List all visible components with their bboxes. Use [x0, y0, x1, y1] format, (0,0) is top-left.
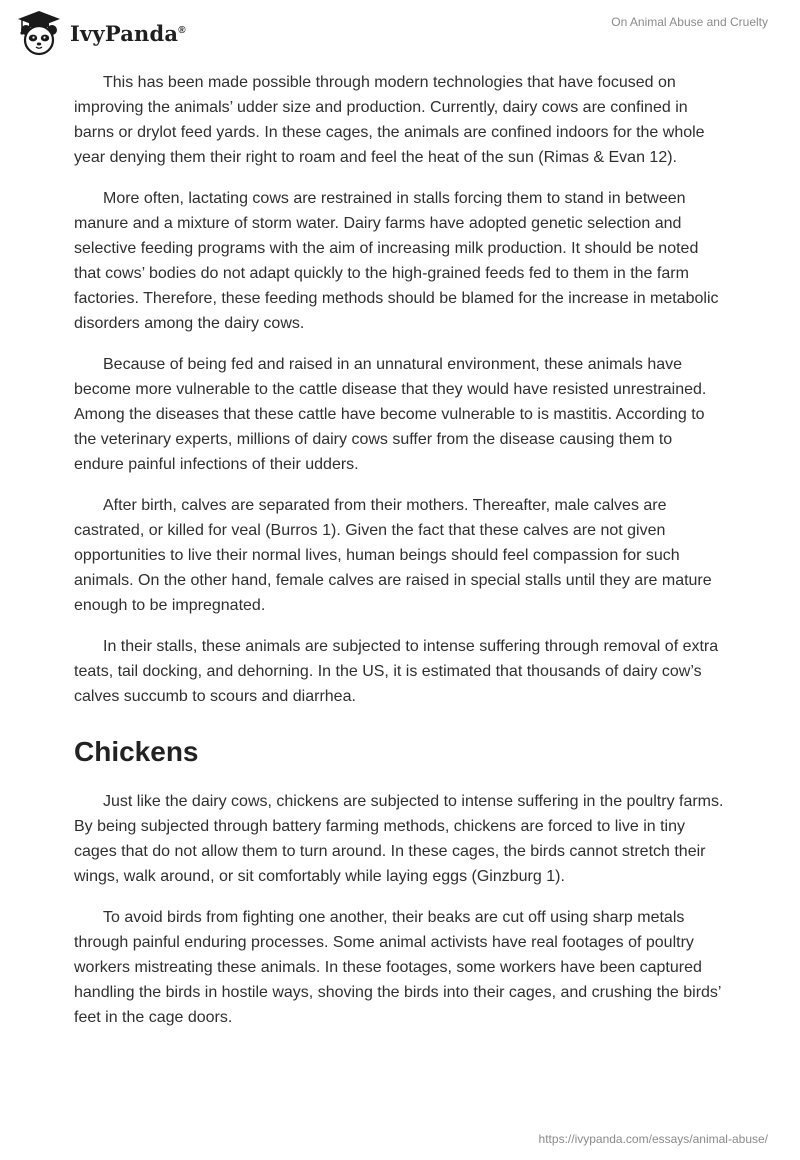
registered-mark: ®: [178, 24, 186, 36]
document-title: On Animal Abuse and Cruelty: [611, 15, 768, 29]
page-header: [0, 0, 800, 64]
paragraph: In their stalls, these animals are subjected to intense suffering through removal of extra teats, tail docking, and dehorning. In the US, it is estimated that thousands of dairy cow’s calves succumb to scours and diarrhea.: [74, 638, 719, 705]
paragraph: This has been made possible through modern technologies that have focused on improving the animals’ udder size and production. Currently, dairy cows are confined in barns or drylot feed yards. In these cages, the animals are confined indoors for the whole year denying them their right to roam and feel the heat of the sun (Rimas & Evan 12).: [74, 74, 705, 166]
essay-body: [74, 70, 726, 1046]
paragraph: More often, lactating cows are restrained in stalls forcing them to stand in between manure and a mixture of storm water. Dairy farms have adopted genetic selection and selective feeding programs with the aim of increasing milk production. It should be noted that cows’ bodies do not adapt quickly to the high-grained feeds fed to them in the farm factories. Therefore, these feeding methods should be blamed for the increase in metabolic disorders among the dairy cows.: [74, 190, 719, 332]
ivypanda-logo[interactable]: [14, 8, 186, 58]
paragraph: Just like the dairy cows, chickens are subjected to intense suffering in the poultry farms. By being subjected through battery farming methods, chickens are forced to live in tiny cages that do not allow them to turn around. In these cages, the birds cannot stretch their wings, walk around, or sit comfortably while laying eggs (Ginzburg 1).: [74, 793, 724, 885]
paragraph: Because of being fed and raised in an unnatural environment, these animals have become more vulnerable to the cattle disease that they would have resisted unrestrained. Among the diseases that these cattle have become vulnerable to is mastitis. According to the veterinary experts, millions of dairy cows suffer from the disease causing them to endure painful infections of their udders.: [74, 356, 707, 473]
paragraph: After birth, calves are separated from their mothers. Thereafter, male calves are castrated, or killed for veal (Burros 1). Given the fact that these calves are not given opportunities to live their normal lives, human beings should feel compassion for such animals. On the other hand, female calves are raised in special stalls until they are mature enough to be impregnated.: [74, 497, 712, 614]
panda-graduate-icon: [14, 8, 64, 58]
source-url-link[interactable]: https://ivypanda.com/essays/animal-abuse/: [538, 1132, 768, 1146]
paragraph: To avoid birds from fighting one another, their beaks are cut off using sharp metals through painful enduring processes. Some animal activists have real footages of poultry workers mistreating these animals. In these footages, some workers have been captured handling the birds in hostile ways, shoving the birds into their cages, and crushing the birds’ feet in the cage doors.: [74, 909, 721, 1026]
section-heading: Chickens: [74, 736, 199, 767]
brand-name: IvyPanda®: [70, 20, 186, 46]
